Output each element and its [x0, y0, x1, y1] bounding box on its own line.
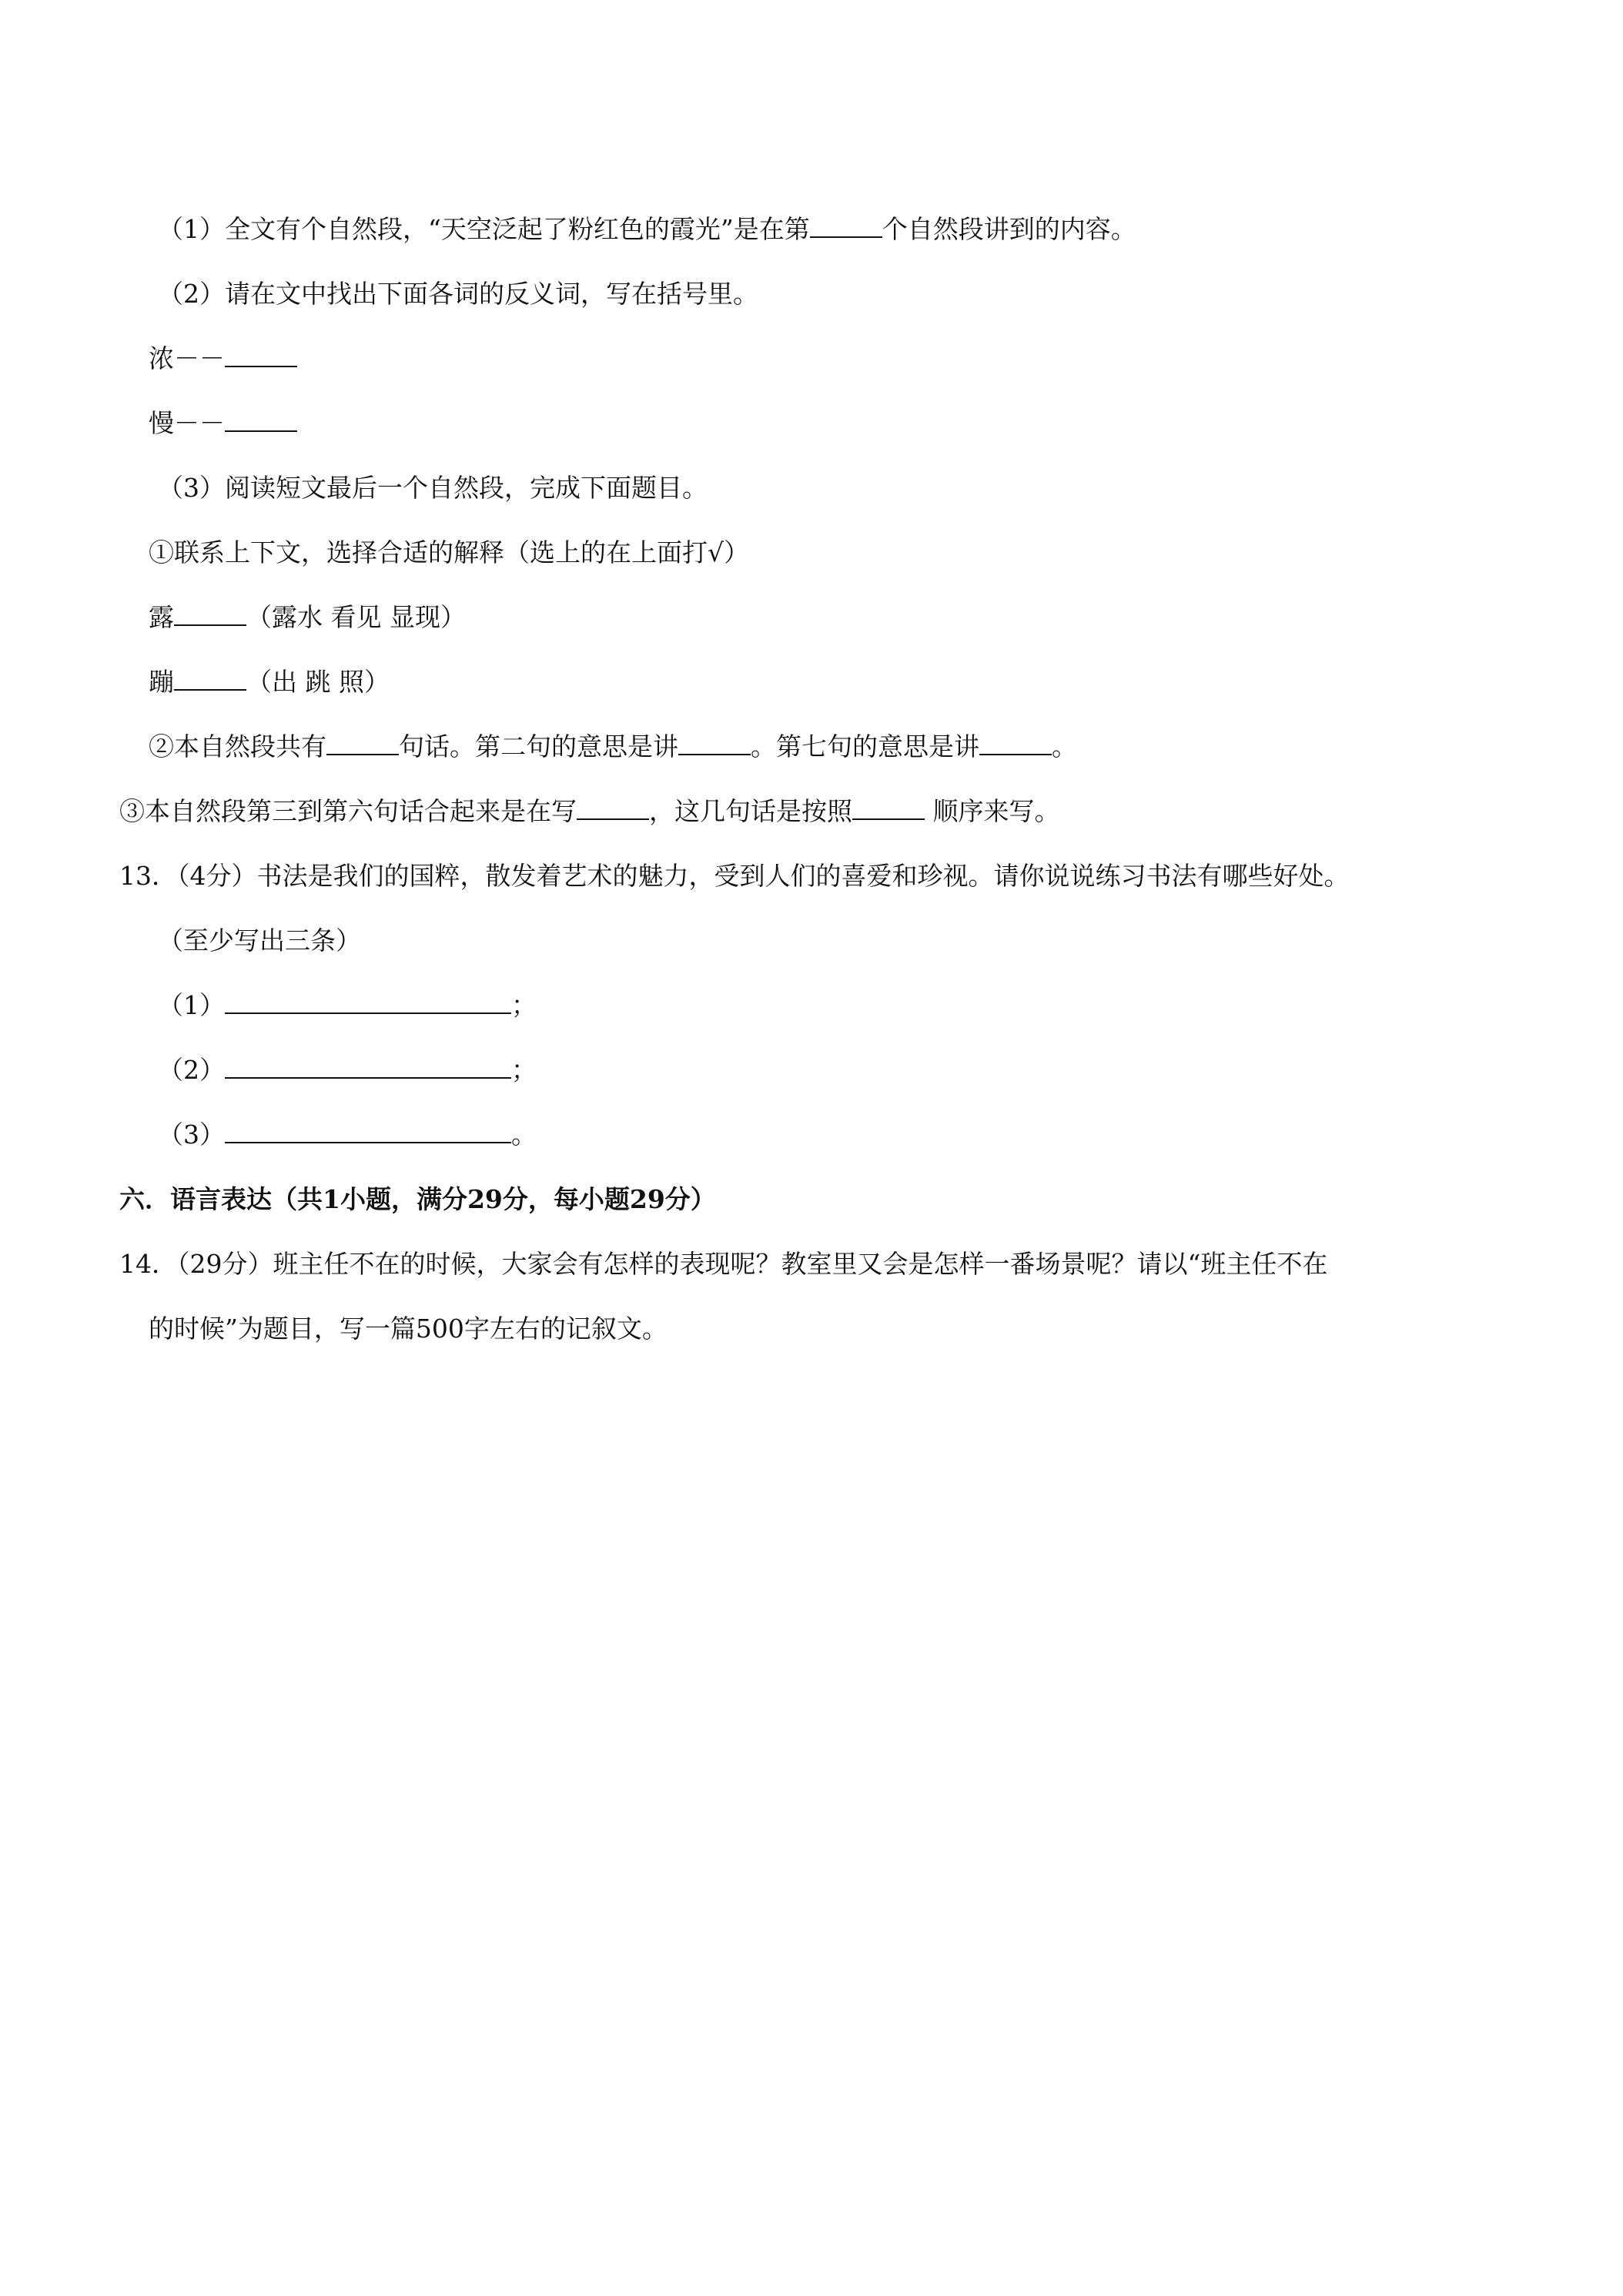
- answer-blank[interactable]: [225, 343, 297, 367]
- answer-blank[interactable]: [577, 795, 649, 820]
- q12-item1: ①联系上下文，选择合适的解释（选上的在上面打√）: [149, 537, 750, 567]
- answer-blank[interactable]: [174, 666, 246, 691]
- answer-blank[interactable]: [225, 407, 297, 432]
- q12-sub3: （3）阅读短文最后一个自然段，完成下面题目。: [158, 473, 708, 503]
- q13-stem: 13．（4分）书法是我们的国粹，散发着艺术的魅力，受到人们的喜爱和珍视。请你说说练习书法有哪些好处。: [119, 861, 1350, 891]
- section-heading: 六．语言表达（共1小题，满分29分，每小题29分）: [119, 1184, 716, 1214]
- antonym-row-man: 慢－－: [149, 407, 297, 440]
- q13-answer-1: （1） ；: [158, 990, 537, 1020]
- answer-blank[interactable]: [852, 795, 925, 820]
- answer-blank[interactable]: [225, 989, 511, 1014]
- answer-blank[interactable]: [225, 1054, 511, 1079]
- q12-item3: ③本自然段第三到第六句话合起来是在写 ，这几句话是按照 顺序来写。: [119, 796, 1060, 826]
- q12-sub2: （2）请在文中找出下面各词的反义词，写在括号里。: [158, 279, 758, 309]
- q13-answer-3: （3） 。: [158, 1120, 537, 1150]
- answer-blank[interactable]: [326, 731, 399, 755]
- q13-note: （至少写出三条）: [158, 925, 361, 956]
- q13-answer-2: （2） ；: [158, 1055, 537, 1085]
- antonym-row-nong: 浓－－: [149, 342, 297, 376]
- q14-stem-line2: 的时候”为题目，写一篇500字左右的记叙文。: [149, 1314, 668, 1344]
- q12-sub1: （1）全文有个自然段，“天空泛起了粉红色的霞光”是在第 个自然段讲到的内容。: [158, 214, 1136, 244]
- q12-item2: ②本自然段共有 句话。第二句的意思是讲 。第七句的意思是讲 。: [149, 731, 1077, 761]
- answer-blank[interactable]: [979, 731, 1052, 755]
- answer-blank[interactable]: [810, 213, 882, 238]
- meaning-row-lu: 露 （露水 看见 显现）: [149, 602, 466, 632]
- answer-blank[interactable]: [174, 601, 246, 626]
- answer-blank[interactable]: [678, 731, 751, 755]
- q14-stem-line1: 14．（29分）班主任不在的时候，大家会有怎样的表现呢？教室里又会是怎样一番场景呢？请以“班主任不在: [119, 1249, 1328, 1279]
- answer-blank[interactable]: [225, 1119, 511, 1143]
- meaning-row-beng: 蹦 （出 跳 照）: [149, 667, 390, 697]
